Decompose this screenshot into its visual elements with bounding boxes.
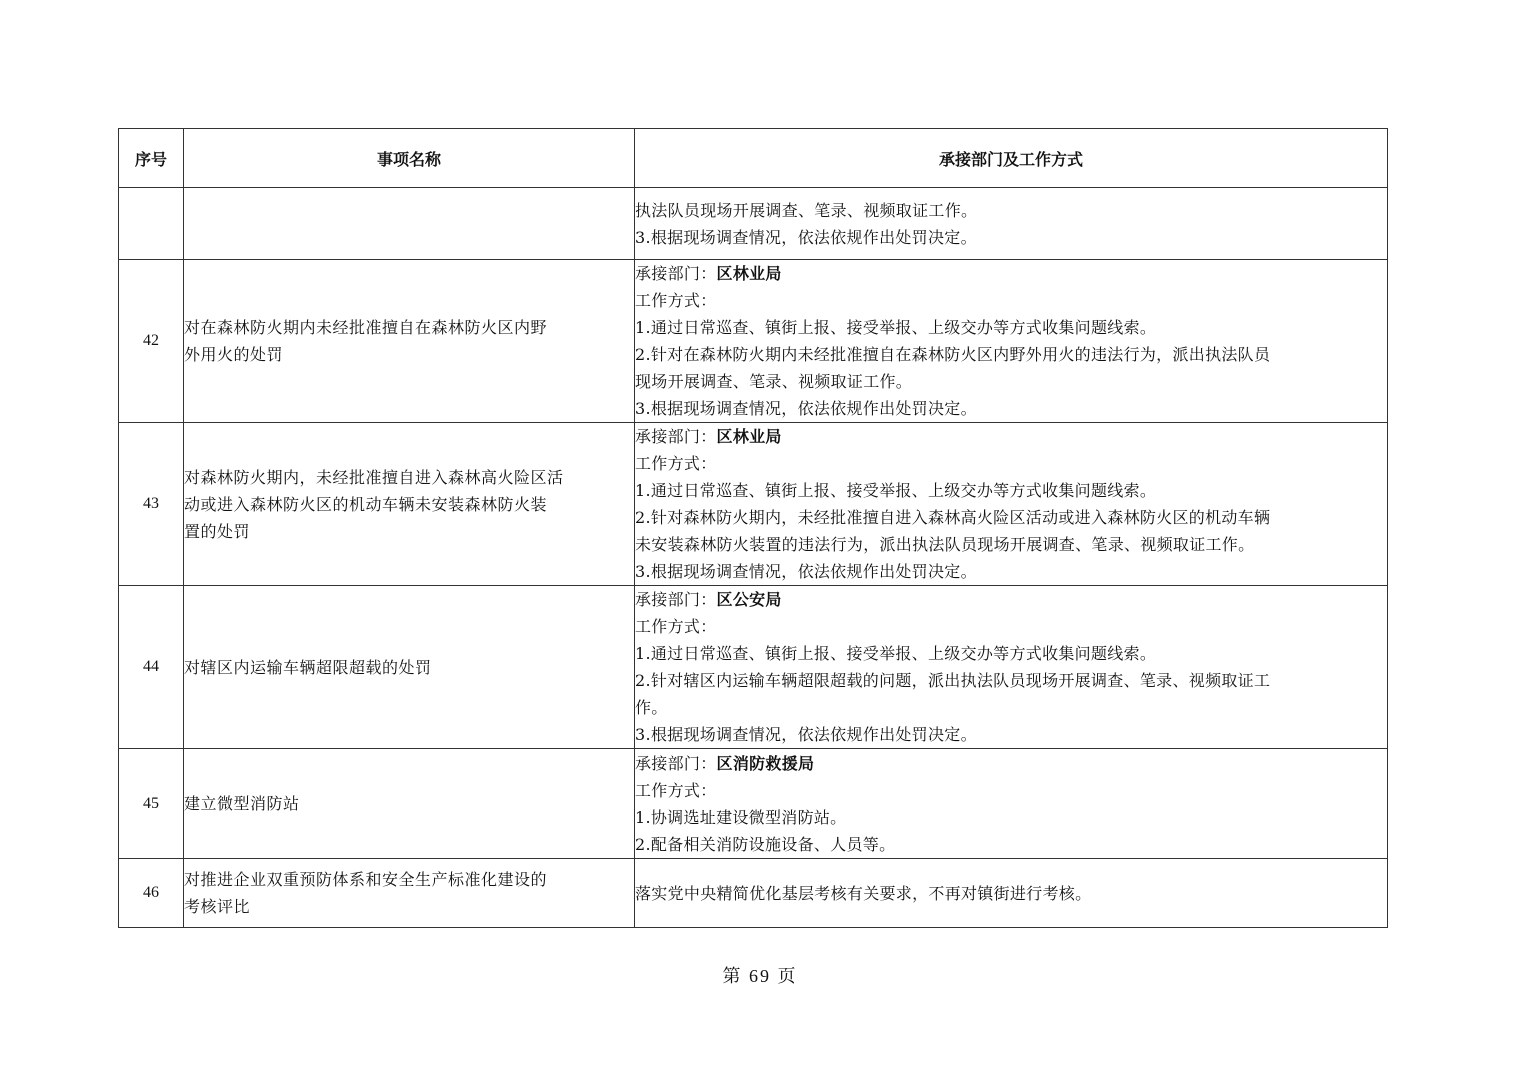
step-line: 未安装森林防火装置的违法行为，派出执法队员现场开展调查、笔录、视频取证工作。 (635, 535, 1255, 554)
item-name-line: 外用火的处罚 (184, 345, 284, 364)
dept-line (635, 423, 1387, 450)
seq-cell: 44 (119, 586, 184, 749)
method-label: 工作方式： (635, 780, 717, 800)
task-table (118, 128, 1388, 928)
table-row (119, 260, 1388, 423)
step-line: 1.通过日常巡查、镇街上报、接受举报、上级交办等方式收集问题线索。 (635, 481, 1157, 500)
note-line: 落实党中央精简优化基层考核有关要求，不再对镇街进行考核。 (635, 883, 1092, 903)
item-name-cell (184, 423, 635, 586)
step-line: 3.根据现场调查情况，依法依规作出处罚决定。 (635, 562, 977, 581)
item-name-line: 对在森林防火期内未经批准擅自在森林防火区内野 (184, 318, 548, 337)
step-line: 3.根据现场调查情况，依法依规作出处罚决定。 (635, 399, 977, 418)
step-line: 3.根据现场调查情况，依法依规作出处罚决定。 (635, 725, 977, 744)
table-row (119, 423, 1388, 586)
item-name-line: 对森林防火期内，未经批准擅自进入森林高火险区活 (184, 467, 564, 487)
detail-cell (635, 859, 1388, 928)
header-seq: 序号 (119, 129, 184, 188)
detail-cell (635, 586, 1388, 749)
dept-name: 区林业局 (716, 427, 782, 446)
step-line: 现场开展调查、笔录、视频取证工作。 (635, 372, 913, 391)
detail-line: 3.根据现场调查情况，依法依规作出处罚决定。 (635, 227, 977, 247)
dept-name: 区林业局 (716, 264, 782, 283)
seq-cell: 45 (119, 749, 184, 859)
item-name-cell (184, 749, 635, 859)
method-label: 工作方式： (635, 291, 717, 310)
header-item-name: 事项名称 (184, 129, 635, 188)
dept-label: 承接部门： (635, 264, 717, 283)
detail-cell (635, 188, 1388, 260)
detail-cell (635, 423, 1388, 586)
step-line: 1.通过日常巡查、镇街上报、接受举报、上级交办等方式收集问题线索。 (635, 318, 1157, 337)
dept-line (635, 260, 1387, 287)
step-line: 2.针对在森林防火期内未经批准擅自在森林防火区内野外用火的违法行为，派出执法队员 (635, 345, 1271, 364)
header-dept-method: 承接部门及工作方式 (635, 129, 1388, 188)
step-line: 2.针对森林防火期内，未经批准擅自进入森林高火险区活动或进入森林防火区的机动车辆 (635, 508, 1271, 527)
table-row (119, 749, 1388, 859)
method-label: 工作方式： (635, 454, 717, 473)
dept-label: 承接部门： (635, 427, 717, 446)
dept-line (635, 750, 1387, 777)
dept-label: 承接部门： (635, 753, 717, 773)
item-name-line: 对辖区内运输车辆超限超载的处罚 (184, 657, 432, 677)
item-name-cell (184, 586, 635, 749)
item-name-line: 对推进企业双重预防体系和安全生产标准化建设的 (184, 870, 548, 889)
table-header-row (119, 129, 1388, 188)
item-name-cell (184, 188, 635, 260)
detail-cell (635, 260, 1388, 423)
item-name-cell (184, 260, 635, 423)
dept-name: 区消防救援局 (716, 753, 815, 773)
seq-cell: 42 (119, 260, 184, 423)
step-line: 作。 (635, 698, 668, 717)
item-name-line: 动或进入森林防火区的机动车辆未安装森林防火装 (184, 494, 548, 514)
step-line: 1.通过日常巡查、镇街上报、接受举报、上级交办等方式收集问题线索。 (635, 644, 1157, 663)
item-name-line: 置的处罚 (184, 521, 251, 541)
page-number: 第 69 页 (722, 966, 798, 986)
method-label: 工作方式： (635, 617, 717, 636)
seq-cell: 46 (119, 859, 184, 928)
item-name-line: 考核评比 (184, 897, 251, 916)
detail-cell (635, 749, 1388, 859)
detail-line: 执法队员现场开展调查、笔录、视频取证工作。 (635, 200, 978, 220)
seq-cell: 43 (119, 423, 184, 586)
dept-label: 承接部门： (635, 590, 717, 609)
step-line: 2.配备相关消防设施设备、人员等。 (635, 834, 896, 854)
item-name-line: 建立微型消防站 (184, 794, 300, 813)
step-line: 1.协调选址建设微型消防站。 (635, 807, 847, 827)
item-name-cell (184, 859, 635, 928)
seq-cell (119, 188, 184, 260)
table-row-continued (119, 188, 1388, 260)
table-row (119, 859, 1388, 928)
table-row (119, 586, 1388, 749)
step-line: 2.针对辖区内运输车辆超限超载的问题，派出执法队员现场开展调查、笔录、视频取证工 (635, 671, 1271, 690)
dept-line (635, 586, 1387, 613)
dept-name: 区公安局 (716, 590, 782, 609)
